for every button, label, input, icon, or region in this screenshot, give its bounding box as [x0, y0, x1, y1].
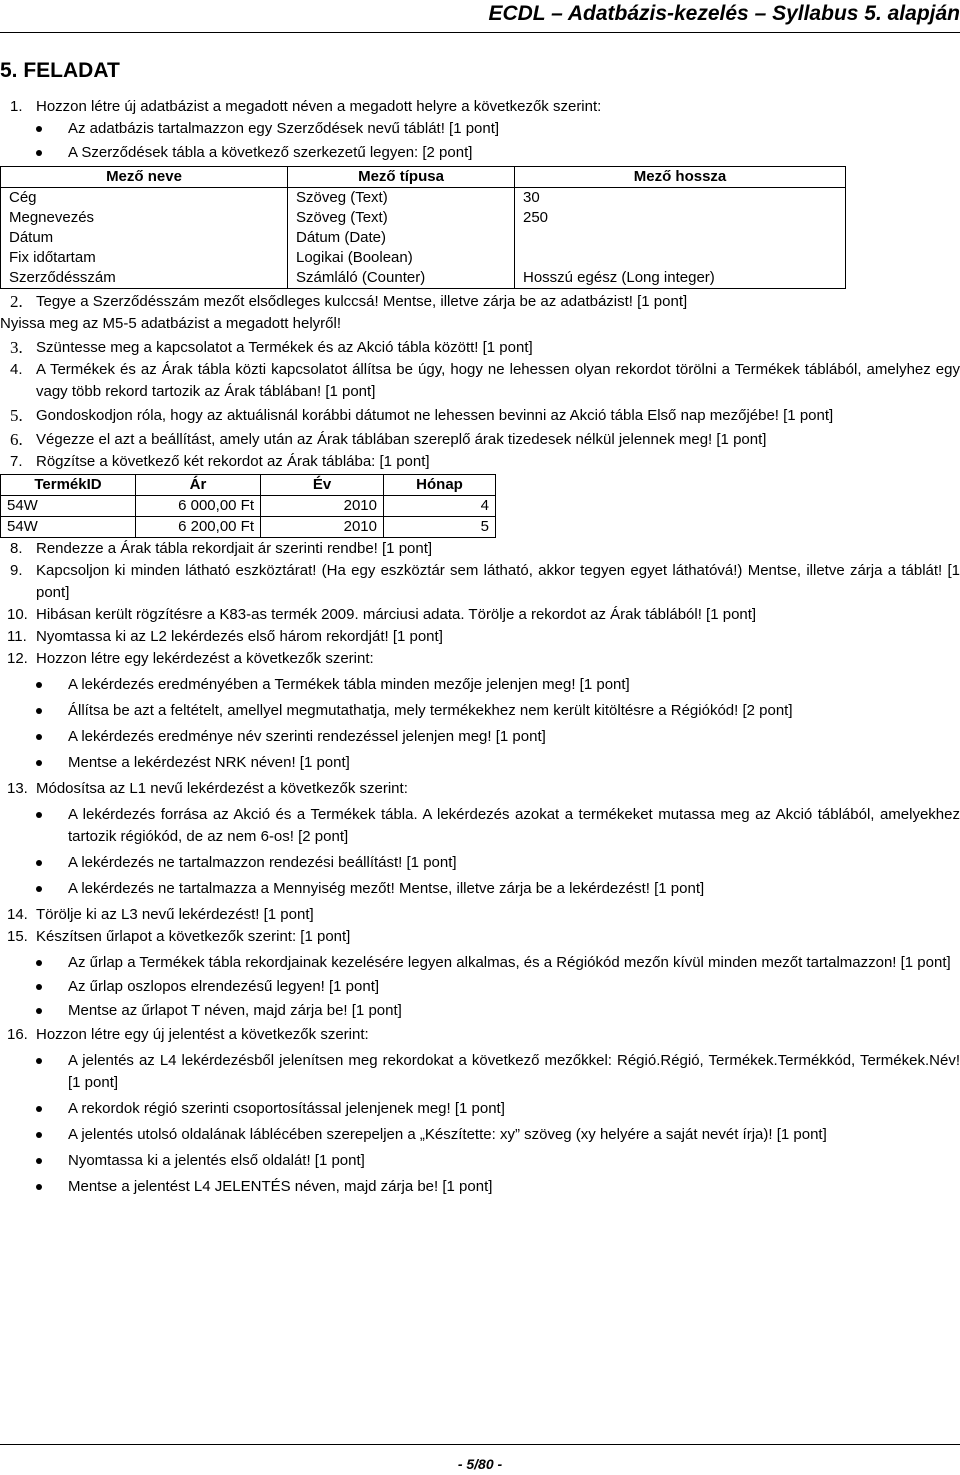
- bullet-icon: [36, 126, 42, 132]
- table-row: [1, 228, 846, 248]
- table-cell: 4: [384, 496, 496, 517]
- task-12-bullets: [0, 674, 960, 774]
- task-11: [0, 626, 960, 648]
- task-number: 3.: [10, 338, 23, 357]
- bullet-item: A rekordok régió szerinti csoportosítással jelenjenek meg! [1 pont]: [0, 1098, 960, 1120]
- column-header: Mező típusa: [288, 167, 515, 188]
- table-cell: 2010: [261, 517, 384, 538]
- task-number: 5.: [10, 406, 23, 425]
- task-15: [0, 926, 960, 948]
- task-16: [0, 1024, 960, 1046]
- table-cell: Cég: [1, 188, 288, 209]
- bullet-icon: [36, 1106, 42, 1112]
- bullet-icon: [36, 760, 42, 766]
- task-number: 10.: [7, 606, 28, 623]
- task-16-bullets: [0, 1050, 960, 1198]
- page-number: - 5/80 -: [457, 1456, 503, 1472]
- task-8: [0, 538, 960, 560]
- bullet-icon: [36, 860, 42, 866]
- bullet-icon: [36, 682, 42, 688]
- task-text: Hibásan került rögzítésre a K83-as termék 2009. márciusi adata. Törölje a rekordot az Árak táblából! [1 pont]: [36, 606, 757, 623]
- bullet-icon: [36, 812, 42, 818]
- bullet-icon: [36, 1008, 42, 1014]
- column-header: Mező neve: [1, 167, 288, 188]
- bullet-icon: [36, 1158, 42, 1164]
- task-7: [0, 451, 960, 473]
- doc-title: 5. FELADAT: [0, 59, 120, 82]
- task-10: [0, 604, 960, 626]
- bullet-icon: [36, 1132, 42, 1138]
- table-cell: Szerződésszám: [1, 268, 288, 289]
- fields-table: [0, 166, 846, 289]
- task-number: 2.: [10, 292, 23, 311]
- bullet-item: Az űrlap a Termékek tábla rekordjainak kezelésére legyen alkalmas, és a Régiókód mezőn kívül minden mezőt tartalmazzon! [1 pont]: [0, 952, 960, 974]
- document-body: [0, 58, 960, 1202]
- table-cell: 54W: [1, 496, 136, 517]
- open-database-note: Nyissa meg az M5-5 adatbázist a megadott helyről!: [0, 315, 341, 332]
- task-9: [0, 560, 960, 604]
- bullet-item: A lekérdezés eredménye név szerinti rendezéssel jelenjen meg! [1 pont]: [0, 726, 960, 748]
- task-number: 12.: [7, 650, 28, 667]
- task-number: 13.: [7, 780, 28, 797]
- bullet-icon: [36, 1058, 42, 1064]
- task-13: [0, 778, 960, 800]
- task-12: [0, 648, 960, 670]
- bullet-icon: [36, 886, 42, 892]
- table-cell: 250: [515, 208, 846, 228]
- bullet-item: A jelentés utolsó oldalának láblécében szerepeljen a „Készítette: xy” szöveg (xy helyére a saját nevét írja)! [1 pont]: [0, 1124, 960, 1146]
- task-text: Kapcsoljon ki minden látható eszköztárat! (Ha egy eszköztár sem látható, akkor tegyen egyet láthatóvá!) Mentse, illetve zárja a táblát! [1 pont]: [36, 562, 960, 601]
- bullet-icon: [36, 960, 42, 966]
- page-footer: [0, 1444, 960, 1472]
- task-number: 7.: [10, 453, 23, 470]
- column-header: TermékID: [1, 475, 136, 496]
- task-number: 14.: [7, 906, 28, 923]
- bullet-icon: [36, 734, 42, 740]
- bullet-item: A lekérdezés ne tartalmazza a Mennyiség mezőt! Mentse, illetve zárja be a lekérdezést! [1 pont]: [0, 878, 960, 900]
- table-header-row: [1, 475, 496, 496]
- bullet-item: Állítsa be azt a feltételt, amellyel megmutathatja, mely termékekhez nem került kitöltésre a Régiókód! [2 pont]: [0, 700, 960, 722]
- table-header-row: [1, 167, 846, 188]
- task-text: Rendezze a Árak tábla rekordjait ár szerinti rendbe! [1 pont]: [36, 540, 433, 557]
- task-1: [0, 96, 960, 118]
- task-text: Tegye a Szerződésszám mezőt elsődleges kulccsá! Mentse, illetve zárja be az adatbázist! [1 pont]: [36, 293, 688, 310]
- task-text: Készítsen űrlapot a következők szerint: [1 pont]: [36, 928, 351, 945]
- table-cell: [515, 248, 846, 268]
- task-1-bullets: [0, 118, 960, 164]
- table-row: [1, 517, 496, 538]
- table-row: [1, 188, 846, 209]
- bullet-icon: [36, 1184, 42, 1190]
- task-text: Módosítsa az L1 nevű lekérdezést a következők szerint:: [36, 780, 408, 797]
- table-cell: Dátum (Date): [288, 228, 515, 248]
- task-text: Nyomtassa ki az L2 lekérdezés első három rekordját! [1 pont]: [36, 628, 443, 645]
- bullet-item: Az adatbázis tartalmazzon egy Szerződések nevű táblát! [1 pont]: [0, 118, 960, 140]
- task-text: Végezze el azt a beállítást, amely után az Árak táblában szereplő árak tizedesek nélkül jelennek meg! [1 pont]: [36, 431, 767, 448]
- task-number: 9.: [10, 562, 23, 579]
- bullet-item: A lekérdezés eredményében a Termékek tábla minden mezője jelenjen meg! [1 pont]: [0, 674, 960, 696]
- task-5: [0, 405, 960, 427]
- table-cell: 54W: [1, 517, 136, 538]
- table-cell: Számláló (Counter): [288, 268, 515, 289]
- task-13-bullets: [0, 804, 960, 900]
- bullet-item: Nyomtassa ki a jelentés első oldalát! [1 pont]: [0, 1150, 960, 1172]
- task-6: [0, 429, 960, 451]
- bullet-item: Mentse az űrlapot T néven, majd zárja be! [1 pont]: [0, 1000, 960, 1022]
- task-15-bullets: [0, 952, 960, 1022]
- bullet-icon: [36, 708, 42, 714]
- table-cell: 5: [384, 517, 496, 538]
- task-3: [0, 337, 960, 359]
- bullet-item: A Szerződések tábla a következő szerkezetű legyen: [2 pont]: [0, 142, 960, 164]
- table-cell: Szöveg (Text): [288, 208, 515, 228]
- bullet-item: A lekérdezés ne tartalmazzon rendezési beállítást! [1 pont]: [0, 852, 960, 874]
- task-2: [0, 291, 960, 313]
- table-cell: Szöveg (Text): [288, 188, 515, 209]
- table-row: [1, 268, 846, 289]
- table-cell: 6 200,00 Ft: [136, 517, 261, 538]
- table-cell: Megnevezés: [1, 208, 288, 228]
- table-row: [1, 248, 846, 268]
- bullet-icon: [36, 984, 42, 990]
- column-header: Év: [261, 475, 384, 496]
- task-number: 4.: [10, 361, 23, 378]
- task-text: Hozzon létre egy lekérdezést a következők szerint:: [36, 650, 374, 667]
- table-cell: Logikai (Boolean): [288, 248, 515, 268]
- table-cell: Hosszú egész (Long integer): [515, 268, 846, 289]
- table-row: [1, 496, 496, 517]
- task-text: Hozzon létre egy új jelentést a következők szerint:: [36, 1026, 369, 1043]
- task-number: 1.: [10, 98, 23, 115]
- task-text: Gondoskodjon róla, hogy az aktuálisnál korábbi dátumot ne lehessen bevinni az Akció tábla Első nap mezőjébe! [1 pont]: [36, 407, 834, 424]
- task-number: 8.: [10, 540, 23, 557]
- task-text: A Termékek és az Árak tábla közti kapcsolatot állítsa be úgy, hogy ne lehessen olyan rekordot törölni a Termékek táblából, amelyhez egy vagy több rekord tartozik az Árak táblában! [1 pont]: [36, 361, 960, 400]
- bullet-item: A jelentés az L4 lekérdezésből jelenítsen meg rekordokat a következő mezőkkel: Régió.Régió, Termékek.Termékkód, Termékek.Név! [1 pont]: [0, 1050, 960, 1094]
- table-cell: Fix időtartam: [1, 248, 288, 268]
- table-row: [1, 208, 846, 228]
- task-number: 11.: [7, 628, 27, 645]
- table-cell: 2010: [261, 496, 384, 517]
- table-cell: 6 000,00 Ft: [136, 496, 261, 517]
- task-text: Hozzon létre új adatbázist a megadott néven a megadott helyre a következők szerint:: [36, 98, 602, 115]
- task-4: [0, 359, 960, 403]
- task-text: Törölje ki az L3 nevű lekérdezést! [1 pont]: [36, 906, 314, 923]
- bullet-item: Mentse a jelentést L4 JELENTÉS néven, majd zárja be! [1 pont]: [0, 1176, 960, 1198]
- table-cell: 30: [515, 188, 846, 209]
- bullet-item: Az űrlap oszlopos elrendezésű legyen! [1 pont]: [0, 976, 960, 998]
- task-text: Rögzítse a következő két rekordot az Árak táblába: [1 pont]: [36, 453, 430, 470]
- table-cell: [515, 228, 846, 248]
- task-number: 16.: [7, 1026, 28, 1043]
- task-number: 15.: [7, 928, 28, 945]
- column-header: Ár: [136, 475, 261, 496]
- column-header: Mező hossza: [515, 167, 846, 188]
- page-header: [0, 0, 960, 33]
- column-header: Hónap: [384, 475, 496, 496]
- bullet-icon: [36, 150, 42, 156]
- table-cell: Dátum: [1, 228, 288, 248]
- header-title: ECDL – Adatbázis-kezelés – Syllabus 5. alapján: [488, 2, 960, 25]
- task-number: 6.: [10, 430, 23, 449]
- task-14: [0, 904, 960, 926]
- bullet-item: A lekérdezés forrása az Akció és a Termékek tábla. A lekérdezés azokat a termékeket mutassa meg az Akció táblából, amelyekhez tartozik régiókód, de az nem 6-os! [2 pont]: [0, 804, 960, 848]
- prices-table: [0, 474, 496, 538]
- bullet-item: Mentse a lekérdezést NRK néven! [1 pont]: [0, 752, 960, 774]
- task-text: Szüntesse meg a kapcsolatot a Termékek és az Akció tábla között! [1 pont]: [36, 339, 533, 356]
